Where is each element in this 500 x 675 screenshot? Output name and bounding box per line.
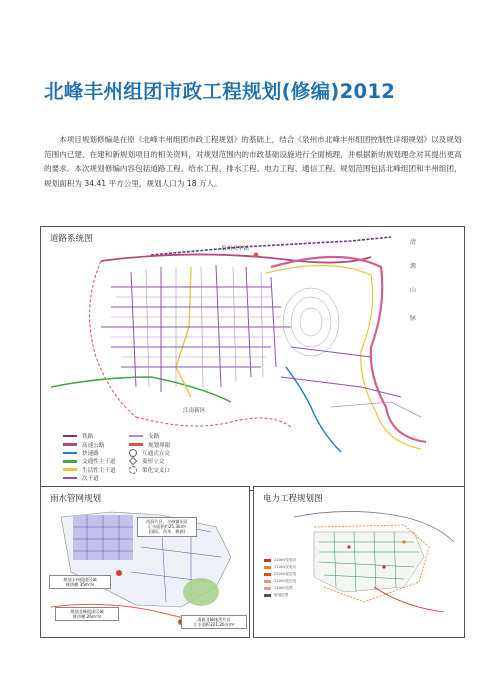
- legend-item: 交通性主干道: [63, 457, 116, 465]
- legend-item: 110kV电缆: [264, 585, 296, 592]
- road-system-panel: [40, 226, 465, 491]
- rainwater-panel: [40, 486, 250, 638]
- road-panel-title: 道路系统图: [50, 234, 93, 244]
- legend-item: 快速路: [63, 449, 116, 457]
- jiangnan-label: 江南新区: [183, 408, 206, 414]
- rain-panel-title: 雨水管网规划: [50, 494, 102, 504]
- rain-callout-4: 清源北峰排涝片区 汇水面积221.26万m²: [181, 615, 247, 629]
- power-panel-title: 电力工程规划图: [263, 494, 323, 504]
- legend-item: 220kV变电站: [264, 557, 296, 564]
- diamond-interchange-icon: [129, 457, 137, 465]
- legend-item: 110kV架空线: [264, 578, 296, 585]
- mountain-label-3: 山: [410, 287, 417, 294]
- legend-item: 次干道: [63, 474, 116, 482]
- rain-callout-2: 规划丰州组团区域 排涝模 35m³/s: [49, 575, 111, 589]
- page-title: 北峰丰州组团市政工程规划(修编)2012: [44, 80, 396, 103]
- channelized-intersection-icon: [129, 466, 137, 474]
- legend-item: 110kV变电站: [264, 564, 296, 571]
- mountain-label-4: 脉: [410, 315, 417, 322]
- legend-item: 生活性主干道: [63, 466, 116, 474]
- legend-item: 支路: [129, 432, 170, 440]
- legend-item: 规划界限: [129, 440, 170, 448]
- station-label: 泉州火车站: [221, 246, 249, 252]
- rain-callout-1: 西涧片区、丰州镇旧区 汇水面积约25.3km² (国际、西华、桃源): [137, 517, 197, 537]
- legend-item: 铁路: [63, 432, 116, 440]
- mountain-label-2: 源: [410, 263, 417, 270]
- rain-callout-3: 规划北峰组团区域 排涝模 26m³/s: [55, 607, 119, 621]
- legend-item: 规划范围: [264, 592, 296, 599]
- legend-item: 互通式立交: [129, 449, 170, 457]
- road-legend-left: [63, 432, 116, 482]
- intro-paragraph: 本项目规划修编是在原《北峰丰州组团市政工程规划》的基础上，结合《泉州市北峰丰州组团控制性详细规划》以及规划范围内已建、在建和新规划项目的相关资料，对规划范围内的市政基础设施进行全面梳理，并根据新的规划理念对其提出更高的要求。本次规划修编内容包括道路工程、给水工程、排水工程、电力工程、通信工程。规划范围包括北峰组团和丰州组团，规划面积为 34.41 平方公里，规划人口为 18 万人。: [44, 135, 462, 188]
- legend-item: 高速公路: [63, 440, 116, 448]
- legend-item: 菱形立交: [129, 457, 170, 465]
- power-panel: [253, 486, 465, 638]
- legend-item: 渠化交叉口: [129, 466, 170, 474]
- power-legend: [264, 557, 296, 599]
- legend-item: 220kV架空线: [264, 571, 296, 578]
- mountain-label-1: 清: [410, 239, 417, 246]
- road-legend-right: [129, 432, 170, 474]
